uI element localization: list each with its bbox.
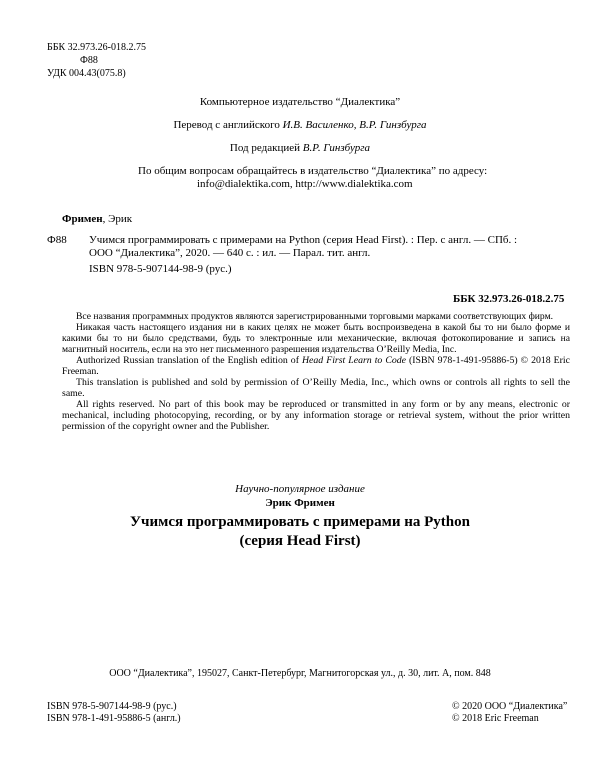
editor-prefix: Под редакцией bbox=[229, 142, 303, 154]
footer-isbn-en: ISBN 978-1-491-95886-5 (англ.) bbox=[47, 713, 181, 724]
catalog-code: Ф88 bbox=[47, 234, 67, 246]
catalog-author bbox=[62, 212, 132, 226]
footer-copyright-ru: © 2020 ООО “Диалектика” bbox=[452, 701, 568, 712]
legal-notice bbox=[62, 311, 570, 432]
translator-names: И.В. Василенко, В.Р. Гинзбурга bbox=[282, 119, 427, 131]
edition-type: Научно-популярное издание bbox=[235, 483, 365, 495]
legal-authorized bbox=[62, 355, 570, 377]
translation-line bbox=[0, 118, 600, 132]
catalog-line-2: ООО “Диалектика”, 2020. — 640 с. : ил. — Парал. тит. англ. bbox=[89, 247, 371, 259]
edition-author: Эрик Фримен bbox=[265, 497, 335, 509]
legal-book-title: Head First Learn to Code bbox=[301, 355, 407, 366]
udk-code: УДК 004.43(075.8) bbox=[47, 68, 126, 79]
legal-reproduction: Никакая часть настоящего издания ни в каких целях не может быть воспроизведена в какой бы то ни было форме и какими бы то ни было средствами, будь то электронные или механические, включая фотокопирование и запись на магнитный носитель, если на это нет письменного разрешения издательства O’Reilly Media, Inc. bbox=[62, 322, 570, 355]
editor-name: В.Р. Гинзбурга bbox=[302, 142, 371, 154]
footer-isbn-ru: ISBN 978-5-907144-98-9 (рус.) bbox=[47, 701, 177, 712]
publisher-address: ООО “Диалектика”, 195027, Санкт-Петербург, Магнитогорская ул., д. 30, лит. А, пом. 848 bbox=[109, 668, 491, 679]
contact-line-1: По общим вопросам обращайтесь в издательство “Диалектика” по адресу: bbox=[138, 165, 488, 177]
legal-rights: All rights reserved. No part of this book may be reproduced or transmitted in any form or by any means, electronic or mechanical, including photocopying, recording, or by any information storage or retrieval system, without the prior written permission of the copyright owner and the Publisher. bbox=[62, 399, 570, 432]
footer-copyright-en: © 2018 Eric Freeman bbox=[452, 713, 539, 724]
edition-title-line-1: Учимся программировать с примерами на Python bbox=[130, 514, 470, 530]
legal-trademarks: Все названия программных продуктов являются зарегистрированными торговыми марками соответствующих фирм. bbox=[76, 311, 554, 322]
edition-title-line-2: (серия Head First) bbox=[239, 533, 361, 549]
contact-line-2: info@dialektika.com, http://www.dialektika.com bbox=[197, 178, 413, 190]
catalog-author-name: , Эрик bbox=[102, 213, 133, 225]
editor-line bbox=[0, 141, 600, 155]
author-mark: Ф88 bbox=[80, 55, 98, 66]
publisher-line: Компьютерное издательство “Диалектика” bbox=[199, 96, 401, 108]
legal-authorized-post: (ISBN 978-1-491-95886-5) © 2018 Eric Freeman. bbox=[62, 355, 570, 377]
catalog-bbk-right: ББК 32.973.26-018.2.75 bbox=[453, 293, 565, 305]
legal-authorized-pre: Authorized Russian translation of the English edition of bbox=[76, 355, 302, 366]
catalog-isbn: ISBN 978-5-907144-98-9 (рус.) bbox=[89, 263, 232, 275]
catalog-line-1: Учимся программировать с примерами на Python (серия Head First). : Пер. с англ. — СПб. : bbox=[89, 234, 518, 246]
bbk-code: ББК 32.973.26-018.2.75 bbox=[47, 42, 146, 53]
translation-prefix: Перевод с английского bbox=[173, 119, 283, 131]
catalog-author-surname: Фримен bbox=[62, 213, 103, 225]
legal-permission: This translation is published and sold by permission of O’Reilly Media, Inc., which owns or controls all rights to sell the same. bbox=[62, 377, 570, 399]
